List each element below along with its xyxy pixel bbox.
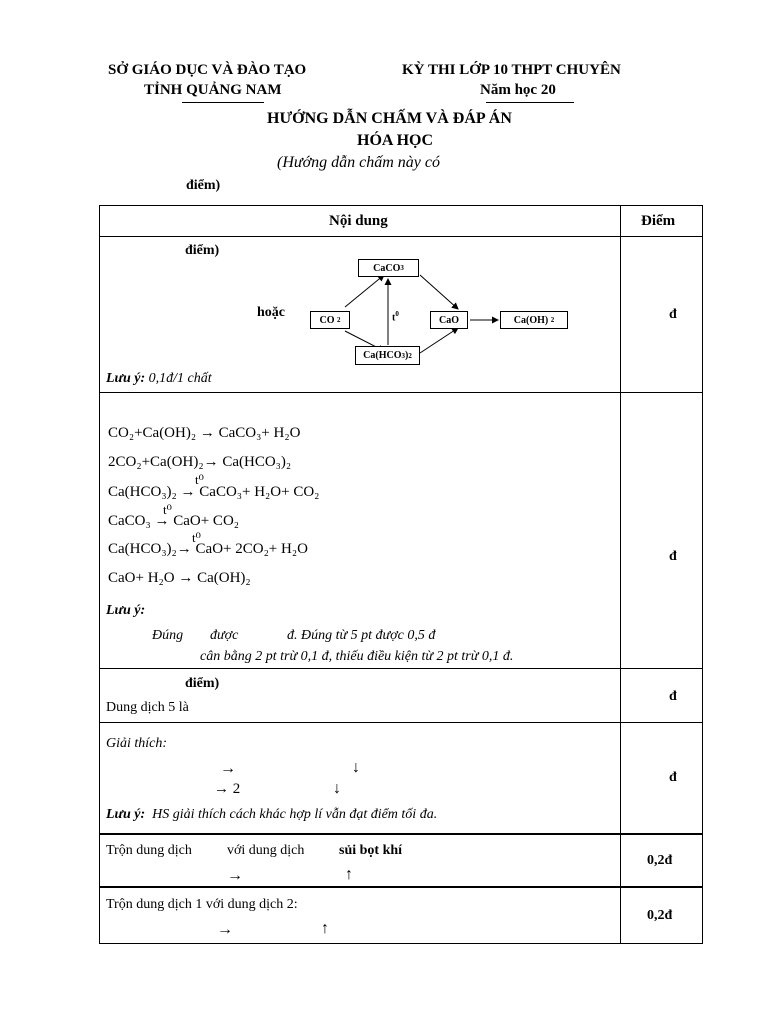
row1-or: hoặc: [257, 305, 285, 320]
equation-2: 2CO₂+Ca(OH)₂→ Ca(HCO₃)₂: [108, 454, 292, 470]
row1-points: điểm): [185, 243, 220, 258]
row4-score-value: đ: [669, 770, 677, 785]
header-underline-right: [486, 102, 574, 103]
equation-5: Ca(HCO₃)₂→ CaO+ 2CO₂+ H₂O: [108, 541, 308, 557]
equation-1: CO₂+Ca(OH)₂ → CaCO₃+ H₂O: [108, 425, 301, 441]
equation-6: CaO+ H₂O → Ca(OH)₂: [108, 570, 251, 586]
equation-4: CaCO₃ → CaO+ CO₂: [108, 513, 240, 529]
school-year: Năm học 20: [480, 82, 556, 98]
row2-note-c: đ. Đúng từ 5 pt được 0,5 đ: [287, 628, 436, 643]
row3-score: [620, 668, 703, 723]
row2-note-label: Lưu ý:: [106, 603, 146, 618]
table-header-score: [620, 205, 703, 237]
row6-up: ↑: [321, 920, 329, 937]
row5-text-b: với dung dịch: [227, 843, 305, 858]
eq3-condition: t⁰: [195, 472, 204, 487]
total-points-label: điểm): [186, 178, 221, 193]
row3-score-value: đ: [669, 689, 677, 704]
page-title: HƯỚNG DẪN CHẤM VÀ ĐÁP ÁN: [267, 110, 512, 127]
row2-score: [620, 392, 703, 669]
row1-score-value: đ: [669, 307, 677, 322]
equation-3: Ca(HCO₃)₂ → CaCO₃+ H₂O+ CO₂: [108, 484, 320, 500]
heat-label: $t^0$: [392, 310, 399, 324]
row3-content: [99, 668, 621, 723]
row6-score: [620, 886, 703, 944]
row1-score: [620, 236, 703, 393]
row4-note: Lưu ý: HS giải thích cách khác hợp lí vẫn đạt điểm tối đa.: [106, 807, 438, 822]
eq5-condition: t⁰: [192, 530, 201, 545]
row5-score-value: 0,2đ: [647, 853, 673, 868]
row5-arrow: →: [227, 867, 243, 884]
row4-content: [99, 722, 621, 834]
subject-title: HÓA HỌC: [357, 132, 434, 149]
arrow-co2-caco3: [345, 275, 384, 307]
row5-up: ↑: [345, 866, 353, 883]
node-cao: CaO: [430, 311, 468, 329]
row4-down-2: ↓: [333, 780, 341, 797]
row1-note: Lưu ý: 0,1đ/1 chất: [106, 371, 212, 386]
row2-note-b: được: [210, 628, 239, 643]
node-cahco3: Ca(HCO 3 ) 2: [355, 346, 420, 365]
exam-name: KỲ THI LỚP 10 THPT CHUYÊN: [402, 62, 621, 78]
row4-down-1: ↓: [352, 759, 360, 776]
node-caoh2: Ca(OH) 2: [500, 311, 568, 329]
header-underline-left: [182, 102, 264, 103]
row2-note-2: cân bằng 2 pt trừ 0,1 đ, thiếu điều kiện từ 2 pt trừ 0,1 đ.: [200, 649, 514, 664]
row2-content: [99, 392, 621, 669]
row6-score-value: 0,2đ: [647, 908, 673, 923]
col-content-label: Nội dung: [329, 213, 388, 229]
row5-score: [620, 833, 703, 887]
col-score-label: Điểm: [641, 213, 676, 229]
row5-text-c: sủi bọt khí: [339, 843, 403, 858]
row6-text: Trộn dung dịch 1 với dung dịch 2:: [106, 897, 298, 912]
row4-arrow-2: → 2: [214, 781, 241, 797]
table-header-content: [99, 205, 621, 237]
row5-content: [99, 833, 621, 887]
row3-text: Dung dịch 5 là: [106, 700, 189, 715]
subtitle-note: (Hướng dẫn chấm này có: [277, 154, 441, 171]
row2-score-value: đ: [669, 549, 677, 564]
row6-content: [99, 886, 621, 944]
row2-note-a: Đúng: [152, 628, 184, 643]
row6-arrow: →: [217, 921, 233, 938]
arrow-caco3-cao: [420, 275, 458, 309]
province-name: TỈNH QUẢNG NAM: [144, 82, 282, 98]
row4-label: Giải thích:: [106, 736, 168, 751]
eq4-condition: t⁰: [163, 502, 172, 517]
node-caco3: CaCO 3: [358, 259, 419, 277]
row3-points: điểm): [185, 676, 220, 691]
arrow-cahco3-cao: [420, 328, 458, 353]
row5-text-a: Trộn dung dịch: [106, 843, 192, 858]
row4-arrow-1: →: [220, 760, 236, 777]
node-co2: CO 2: [310, 311, 350, 329]
row4-score: [620, 722, 703, 834]
department-name: SỞ GIÁO DỤC VÀ ĐÀO TẠO: [108, 62, 307, 78]
